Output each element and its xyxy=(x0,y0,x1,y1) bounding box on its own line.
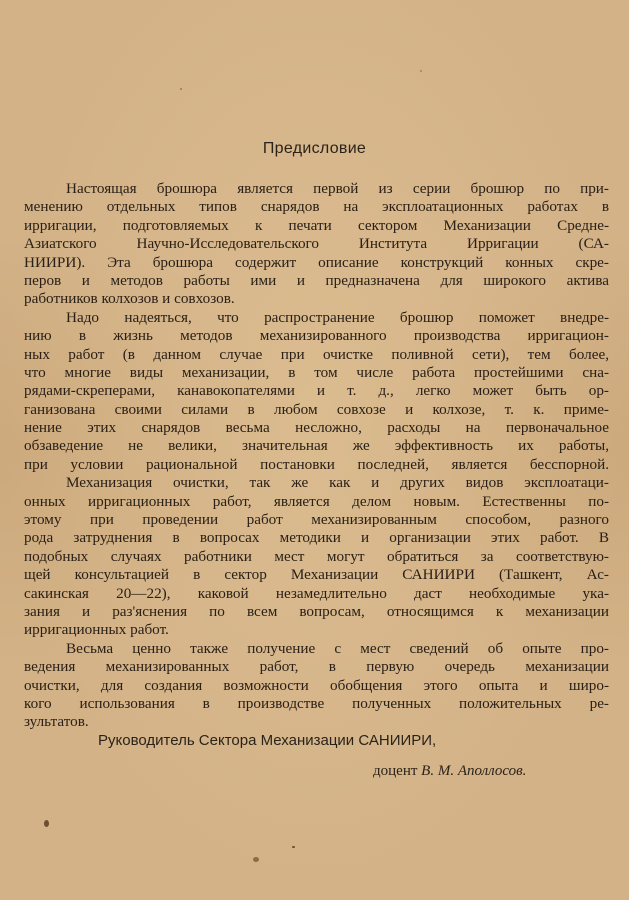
text-line: рода затруднения в вопросах методики и организации этих работ. В xyxy=(24,529,609,547)
text-line: при условии рациональной постановки последней, является бесспорной. xyxy=(24,455,609,473)
signature-name: В. М. Аполлосов. xyxy=(421,763,527,779)
paragraph-3 xyxy=(24,474,609,640)
text-line: Настоящая брошюра является первой из серии брошюр по при- xyxy=(66,180,609,197)
paragraph-2 xyxy=(24,309,609,475)
text-line: Азиатского Научно-Исследовательского Института Ирригации (СА- xyxy=(24,235,609,253)
paper-speck-decoration xyxy=(292,846,295,848)
paragraph-4 xyxy=(24,640,609,732)
text-line: Весьма ценно также получение с мест сведений об опыте про- xyxy=(66,639,609,657)
text-line: нию в жизнь методов механизированного производства ирригацион- xyxy=(24,327,609,345)
text-line: щей консультацией в сектор Механизации САНИИРИ (Ташкент, Ас- xyxy=(24,566,609,584)
text-line: что многие виды механизации, в том числе работа простейшими сна- xyxy=(24,363,609,381)
signature-name-line xyxy=(373,763,526,780)
text-line: менению отдельных типов снарядов на эксплоатационных работах в xyxy=(24,198,609,216)
text-line: зания и раз'яснения по всем вопросам, относящимся к механизации xyxy=(24,602,609,620)
text-line: сакинская 20—22), каковой незамедлительно даст необходимые ука- xyxy=(24,584,609,602)
signature-rank: доцент xyxy=(373,763,418,779)
text-line: работников колхозов и совхозов. xyxy=(24,290,235,308)
text-line: перов и методов работы ими и предназначена для широкого актива xyxy=(24,271,609,289)
text-line: онных ирригационных работ, является делом новым. Естественны по- xyxy=(24,492,609,510)
text-line: очистки, для создания возможности обобщения этого опыта и широ- xyxy=(24,676,609,694)
text-line: ведения механизированных работ, в первую очередь механизации xyxy=(24,658,609,676)
text-line: этому при проведении работ механизированным способом, разного xyxy=(24,511,609,529)
text-line: обзаведение не велики, значительная же эффективность их работы, xyxy=(24,437,609,455)
text-line: ирригации, подготовляемых к печати сектором Механизации Средне- xyxy=(24,216,609,234)
signature-position: Руководитель Сектора Механизации САНИИРИ, xyxy=(98,732,437,749)
paper-speck-decoration xyxy=(420,70,422,72)
text-line: рядами-скреперами, канавокопателями и т. д., легко может быть ор- xyxy=(24,382,609,400)
text-line: НИИРИ). Эта брошюра содержит описание конструкций конных скре- xyxy=(24,253,609,271)
text-line: подобных случаях работники мест могут обратиться за соответствую- xyxy=(24,547,609,565)
text-line: ных работ (в данном случае при очистке поливной сети), тем более, xyxy=(24,345,609,363)
paper-speck-decoration xyxy=(253,857,259,862)
paper-speck-decoration xyxy=(44,820,49,827)
text-line: зультатов. xyxy=(24,713,89,731)
page-title: Предисловие xyxy=(262,140,367,157)
text-line: кого использования в производстве полученных положительных ре- xyxy=(24,694,609,712)
text-line: ирригационных работ. xyxy=(24,621,169,639)
paper-speck-decoration xyxy=(180,88,182,90)
preface-body xyxy=(24,180,609,732)
text-line: нение этих снарядов весьма несложно, расходы на первоначальное xyxy=(24,419,609,437)
text-line: ганизована своими силами в любом совхозе и колхозе, т. к. приме- xyxy=(24,400,609,418)
paragraph-1 xyxy=(24,180,609,309)
text-line: Механизация очистки, так же как и других видов эксплоатаци- xyxy=(66,474,609,492)
text-line: Надо надеяться, что распространение брошюр поможет внедре- xyxy=(66,308,609,326)
